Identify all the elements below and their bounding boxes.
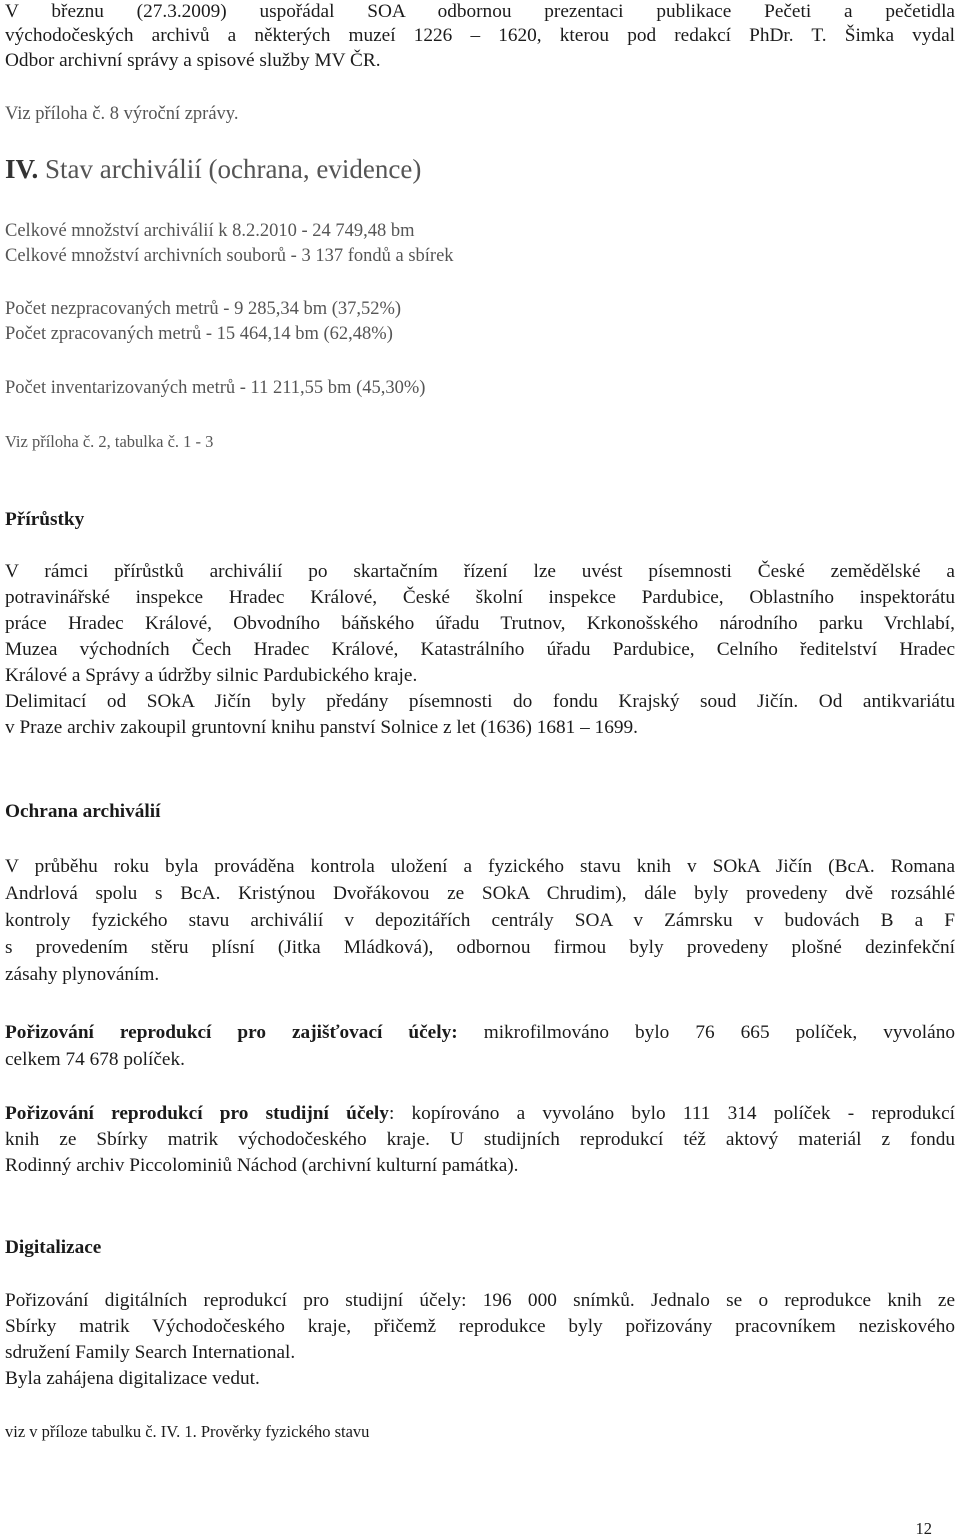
accessions-line: práce Hradec Králové, Obvodního báňského úřadu Trutnov, Krkonošského národního parku Vrchlabí, bbox=[5, 613, 955, 634]
section-title: Stav archiválií (ochrana, evidence) bbox=[45, 154, 422, 184]
intro-reference: Viz příloha č. 8 výroční zprávy. bbox=[5, 104, 239, 124]
protection-line: Andrlová spolu s BcA. Kristýnou Dvořákovou ze SOkA Chrudim), dále byly provedeny dvě rozsáhlé bbox=[5, 883, 955, 904]
stat-processed: Počet zpracovaných metrů - 15 464,14 bm (62,48%) bbox=[5, 324, 393, 344]
protection-heading: Ochrana archiválií bbox=[5, 801, 161, 822]
study-copies-text: : kopírováno a vyvoláno bylo 111 314 políček - reprodukcí bbox=[388, 1103, 955, 1124]
study-copies-line: knih ze Sbírky matrik východočeského kraje. U studijních reprodukcí též aktový materiál z fondu bbox=[5, 1129, 955, 1150]
security-copies-label: Pořizování reprodukcí pro zajišťovací účely: bbox=[5, 1022, 458, 1043]
security-copies-line: celkem 74 678 políček. bbox=[5, 1049, 185, 1070]
study-copies-paragraph bbox=[5, 1102, 955, 1126]
protection-line: s provedením stěru plísní (Jitka Mládková), odbornou firmou byly provedeny plošné dezinfekční bbox=[5, 937, 955, 958]
intro-line: Odbor archivní správy a spisové služby MV ČR. bbox=[5, 50, 381, 71]
accessions-line: Králové a Správy a údržby silnic Pardubického kraje. bbox=[5, 665, 418, 686]
protection-line: zásahy plynováním. bbox=[5, 964, 160, 985]
accessions-line: V rámci přírůstků archiválií po skartačním řízení lze uvést písemnosti České zemědělské a bbox=[5, 561, 955, 582]
digitization-heading: Digitalizace bbox=[5, 1237, 102, 1258]
stats-reference: Viz příloha č. 2, tabulka č. 1 - 3 bbox=[5, 432, 214, 451]
page-number: 12 bbox=[915, 1519, 932, 1538]
intro-line: východočeských archivů a některých muzeí 1226 – 1620, kterou pod redakcí PhDr. T. Šimka vydal bbox=[5, 25, 955, 46]
security-copies-paragraph bbox=[5, 1021, 955, 1045]
stat-total-fonds: Celkové množství archivních souborů - 3 137 fondů a sbírek bbox=[5, 246, 454, 266]
accessions-line: potravinářské inspekce Hradec Králové, České školní inspekce Pardubice, Oblastního inspektorátu bbox=[5, 587, 955, 608]
section-heading bbox=[5, 153, 421, 185]
digitization-line: sdružení Family Search International. bbox=[5, 1342, 296, 1363]
intro-line: V březnu (27.3.2009) uspořádal SOA odbornou prezentaci publikace Pečeti a pečetidla bbox=[5, 1, 955, 22]
stat-total-archivalia: Celkové množství archiválií k 8.2.2010 - 24 749,48 bm bbox=[5, 221, 415, 241]
section-number: IV. bbox=[5, 154, 39, 184]
protection-line: kontroly fyzického stavu archiválií v depozitářích centrály SOA v Zámrsku v budovách B a F bbox=[5, 910, 955, 931]
digitization-line: Sbírky matrik Východočeského kraje, přičemž reprodukce byly pořizovány pracovníkem neziskového bbox=[5, 1316, 955, 1337]
security-copies-text: mikrofilmováno bylo 76 665 políček, vyvoláno bbox=[457, 1022, 955, 1043]
accessions-line: Delimitací od SOkA Jičín byly předány písemnosti do fondu Krajský soud Jičín. Od antikvariátu bbox=[5, 691, 955, 712]
protection-line: V průběhu roku byla prováděna kontrola uložení a fyzického stavu knih v SOkA Jičín (BcA. Romana bbox=[5, 856, 955, 877]
study-copies-label: Pořizování reprodukcí pro studijní účely bbox=[5, 1103, 389, 1124]
digitization-line: Byla zahájena digitalizace vedut. bbox=[5, 1368, 260, 1389]
digitization-line: Pořizování digitálních reprodukcí pro studijní účely: 196 000 snímků. Jednalo se o reprodukce knih ze bbox=[5, 1290, 955, 1311]
study-copies-line: Rodinný archiv Piccolominiů Náchod (archivní kulturní památka). bbox=[5, 1155, 519, 1176]
accessions-line: v Praze archiv zakoupil gruntovní knihu panství Solnice z let (1636) 1681 – 1699. bbox=[5, 717, 638, 738]
accessions-heading: Přírůstky bbox=[5, 509, 85, 530]
digitization-reference: viz v příloze tabulku č. IV. 1. Prověrky fyzického stavu bbox=[5, 1422, 370, 1441]
accessions-line: Muzea východních Čech Hradec Králové, Katastrálního úřadu Pardubice, Celního ředitelství Hradec bbox=[5, 639, 955, 660]
stat-unprocessed: Počet nezpracovaných metrů - 9 285,34 bm (37,52%) bbox=[5, 299, 402, 319]
stat-inventoried: Počet inventarizovaných metrů - 11 211,55 bm (45,30%) bbox=[5, 378, 426, 398]
